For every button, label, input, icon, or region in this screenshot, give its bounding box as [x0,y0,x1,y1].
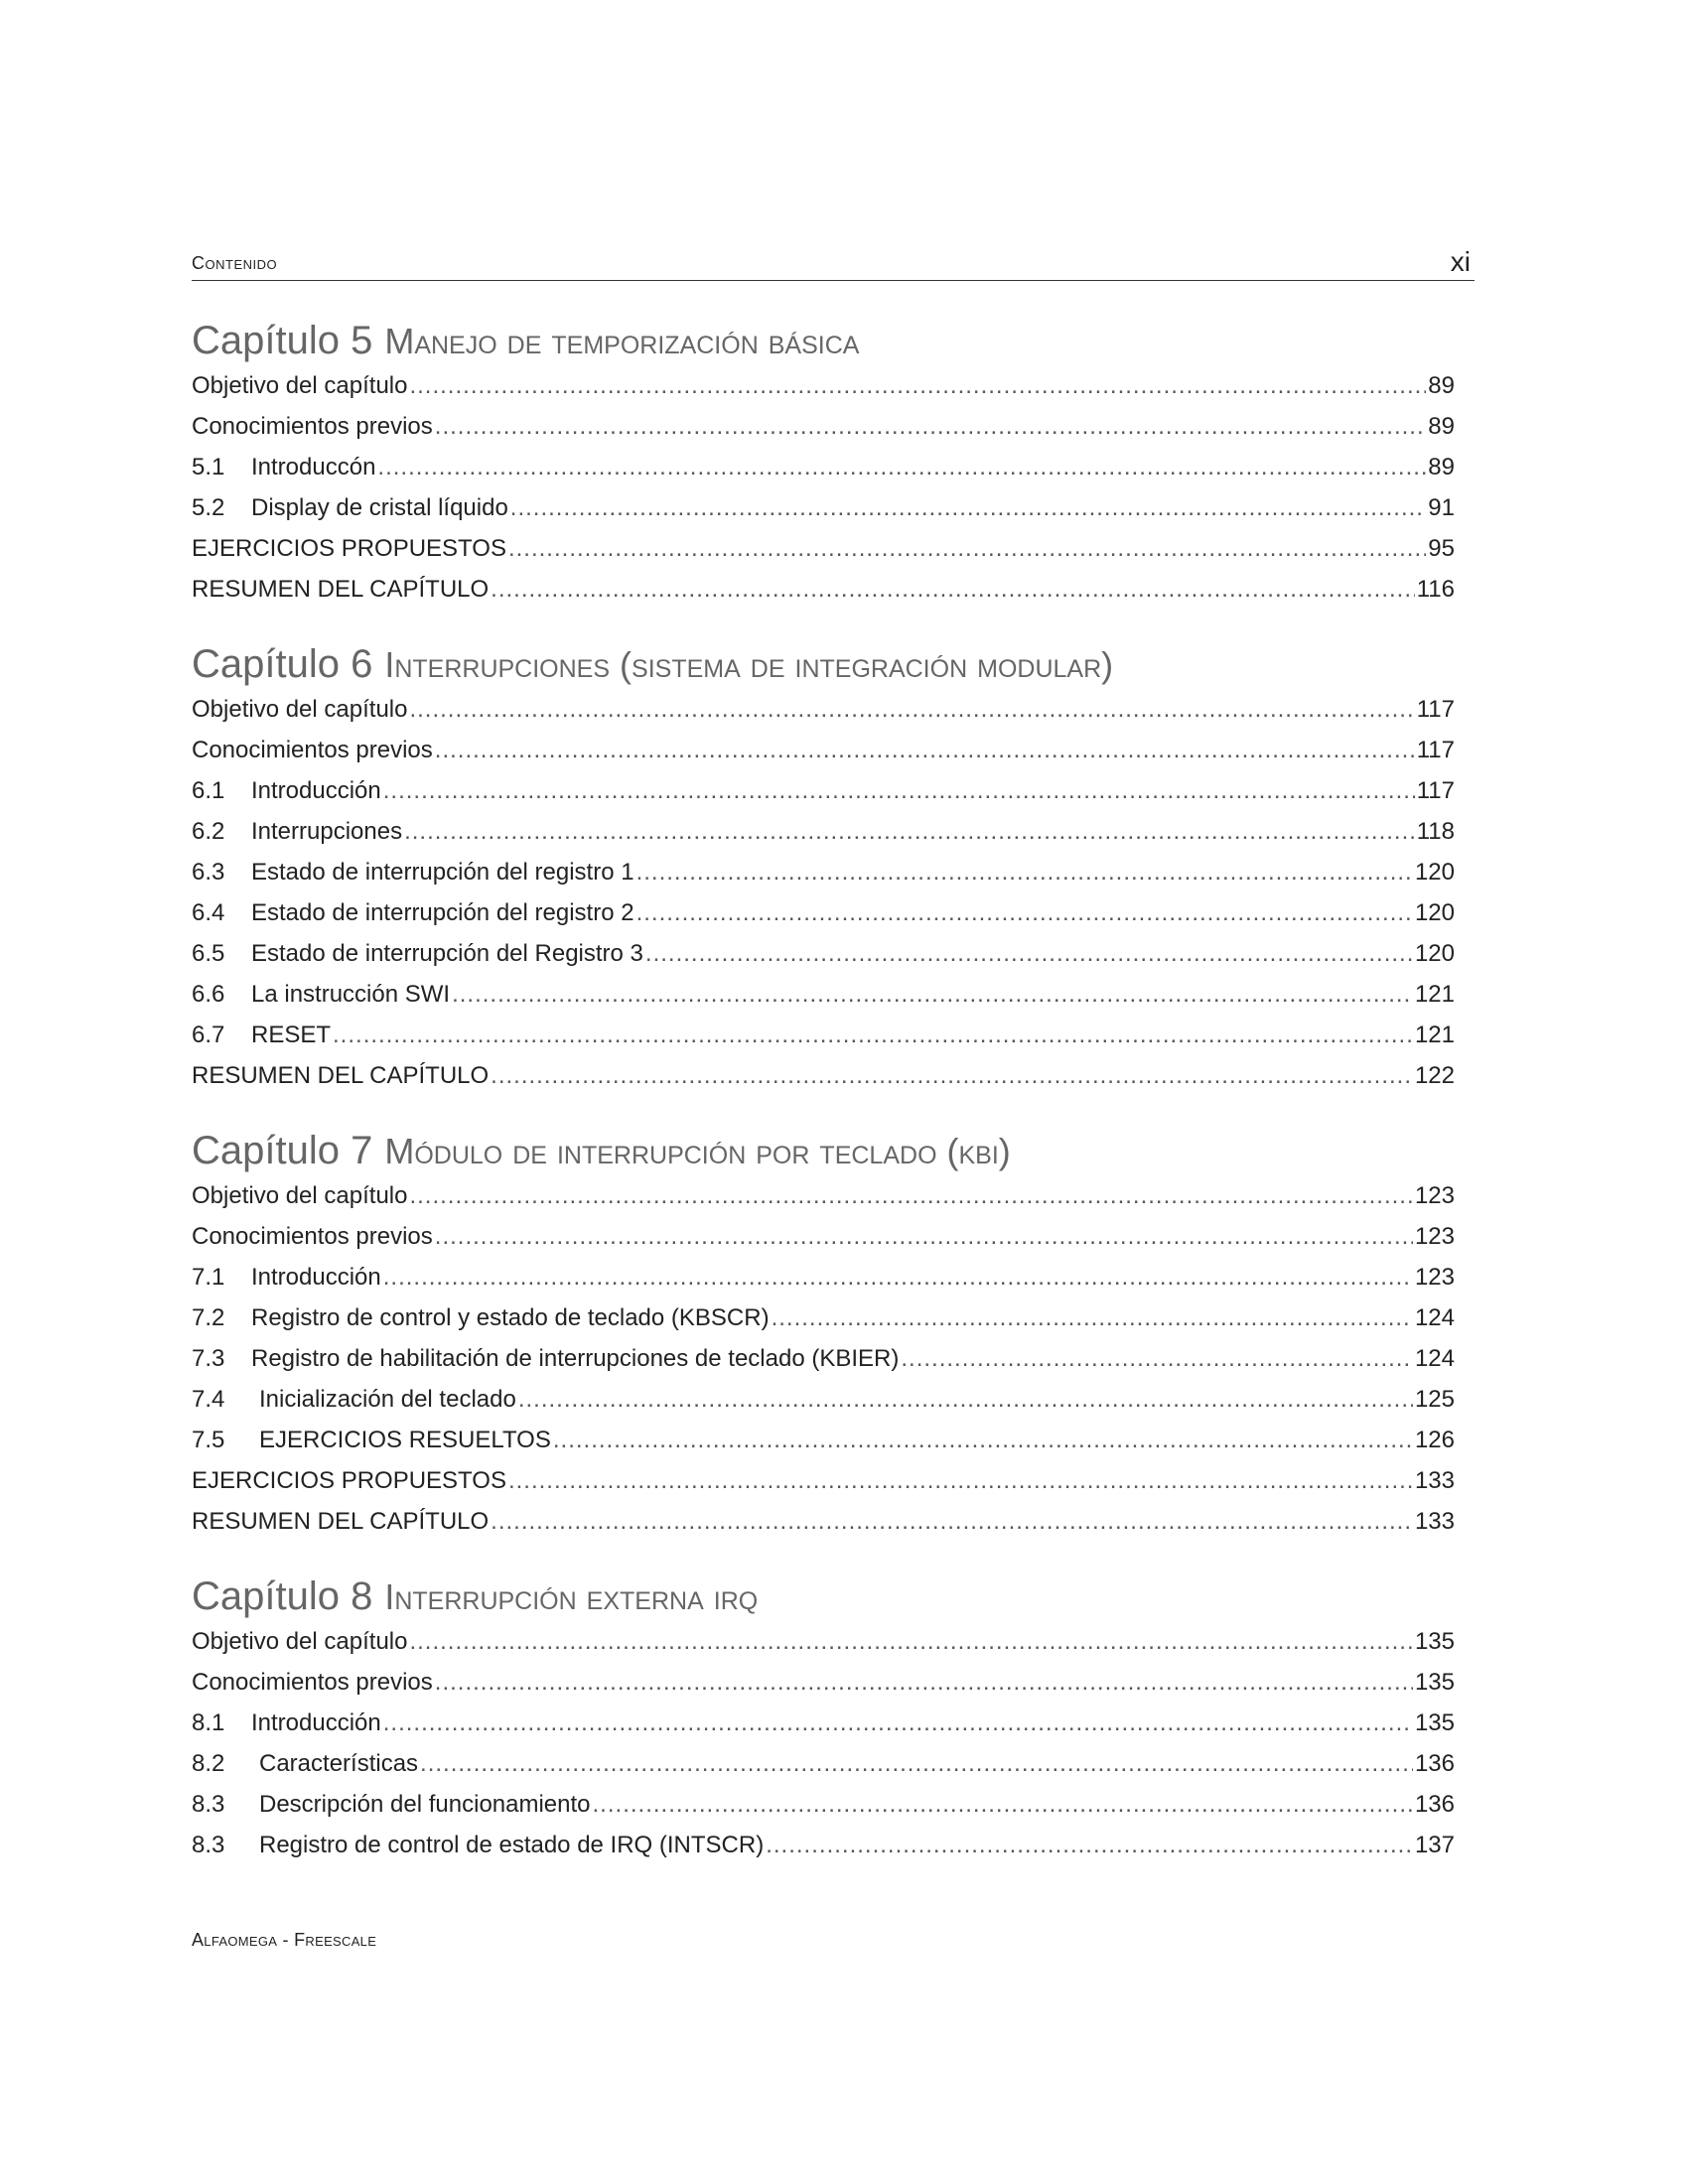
running-head [192,246,1475,281]
dot-leader [409,1175,1412,1216]
entry-page: 120 [1414,940,1455,967]
entry-number: 6.5 [192,940,225,967]
entry-label: Características [259,1750,419,1777]
dot-leader [409,365,1426,406]
toc-entry[interactable] [192,1055,1455,1096]
entry-page: 135 [1414,1669,1455,1696]
entry-page: 95 [1428,535,1455,562]
entry-number: 8.2 [192,1750,225,1777]
entry-page: 117 [1416,696,1455,723]
dot-leader [508,528,1426,569]
entry-label: Introducción [251,1264,381,1291]
entry-number: 5.1 [192,454,225,480]
dot-leader [383,1703,1413,1743]
entry-number: 5.2 [192,494,225,521]
entry-page: 133 [1414,1467,1455,1494]
chapter-section [192,1126,1455,1542]
entry-label: EJERCICIOS RESUELTOS [259,1427,551,1453]
dot-leader [772,1297,1413,1338]
chapter-section [192,1571,1455,1865]
entry-page: 89 [1428,454,1455,480]
entry-page: 137 [1414,1832,1455,1858]
entry-number: 7.1 [192,1264,225,1291]
toc-entry[interactable] [192,1460,1455,1501]
chapter-section [192,316,1455,610]
toc-entry[interactable] [192,770,1455,811]
toc-entry[interactable] [192,730,1455,770]
toc-entry[interactable] [192,689,1455,730]
dot-leader [409,1621,1412,1662]
entry-label: Introducción [251,777,381,804]
dot-leader [435,406,1427,447]
chapter-title: Manejo de temporización básica [384,321,860,361]
chapter-title: Interrupciones (sistema de integración modular) [384,644,1114,685]
entry-page: 121 [1414,981,1455,1008]
chapter-label: Capítulo 8 [192,1574,373,1618]
entry-page: 123 [1414,1264,1455,1291]
entry-page: 89 [1428,372,1455,399]
toc-entry[interactable] [192,406,1455,447]
toc-entry[interactable] [192,811,1455,852]
dot-leader [553,1420,1413,1460]
entry-number: 6.3 [192,859,225,886]
entry-page: 123 [1414,1223,1455,1250]
toc-entry[interactable] [192,933,1455,974]
toc-entry[interactable] [192,1784,1455,1825]
toc-entry[interactable] [192,1379,1455,1420]
toc-entry[interactable] [192,1703,1455,1743]
entry-number: 7.2 [192,1304,225,1331]
toc-entry[interactable] [192,528,1455,569]
entry-label: Introduccón [251,454,376,480]
entry-page: 124 [1414,1345,1455,1372]
toc-entry[interactable] [192,1621,1455,1662]
entry-number: 6.1 [192,777,225,804]
entry-label: RESUMEN DEL CAPÍTULO [192,1508,490,1535]
entry-label: EJERCICIOS PROPUESTOS [192,1467,506,1494]
toc-entry[interactable] [192,1257,1455,1297]
entry-label: RESET [251,1022,332,1048]
chapter-label: Capítulo 6 [192,642,373,686]
toc-entry[interactable] [192,1501,1455,1542]
entry-number: 8.1 [192,1709,225,1736]
entry-label: Estado de interrupción del Registro 3 [251,940,643,967]
entry-number: 6.4 [192,899,225,926]
entry-number: 7.4 [192,1386,225,1413]
entry-page: 117 [1416,777,1455,804]
chapter-heading [192,316,1455,365]
toc-entry[interactable] [192,1743,1455,1784]
entry-label: Inicialización del teclado [259,1386,516,1413]
dot-leader [409,689,1414,730]
entry-label: Introducción [251,1709,381,1736]
page-number: xi [1450,246,1471,277]
toc-entry[interactable] [192,852,1455,892]
dot-leader [518,1379,1413,1420]
toc-entry[interactable] [192,1297,1455,1338]
entry-label: EJERCICIOS PROPUESTOS [192,535,506,562]
entry-number: 6.2 [192,818,225,845]
entry-page: 121 [1414,1022,1455,1048]
dot-leader [636,892,1413,933]
toc-entry[interactable] [192,974,1455,1015]
chapter-title: Interrupción externa irq [384,1576,759,1617]
entry-label: RESUMEN DEL CAPÍTULO [192,1062,490,1089]
entry-page: 120 [1414,899,1455,926]
dot-leader [333,1015,1413,1055]
dot-leader [508,1460,1413,1501]
dot-leader [435,1662,1413,1703]
entry-page: 124 [1414,1304,1455,1331]
entry-number: 6.6 [192,981,225,1008]
toc-entry[interactable] [192,1175,1455,1216]
toc-entry[interactable] [192,1825,1455,1865]
chapter-section [192,639,1455,1096]
entry-label: Objetivo del capítulo [192,1628,408,1655]
chapter-label: Capítulo 7 [192,1129,373,1172]
entry-label: La instrucción SWI [251,981,451,1008]
entry-page: 122 [1414,1062,1455,1089]
entry-label: Conocimientos previos [192,1669,433,1696]
dot-leader [404,811,1415,852]
entry-label: Interrupciones [251,818,403,845]
dot-leader [383,1257,1413,1297]
toc-entry[interactable] [192,1662,1455,1703]
entry-label: Display de cristal líquido [251,494,508,521]
entry-number: 7.3 [192,1345,225,1372]
entry-page: 116 [1416,576,1455,603]
chapter-heading [192,1126,1455,1175]
entry-label: Descripción del funcionamiento [259,1791,591,1818]
toc-entry[interactable] [192,365,1455,406]
dot-leader [901,1338,1413,1379]
entry-label: Registro de control y estado de teclado (KBSCR) [251,1304,770,1331]
dot-leader [435,1216,1413,1257]
entry-label: Registro de habilitación de interrupciones de teclado (KBIER) [251,1345,900,1372]
entry-label: Conocimientos previos [192,413,433,440]
chapter-heading [192,1571,1455,1621]
toc-entry[interactable] [192,487,1455,528]
entry-page: 125 [1414,1386,1455,1413]
entry-page: 117 [1416,737,1455,763]
dot-leader [593,1784,1413,1825]
entry-page: 91 [1428,494,1455,521]
entry-page: 126 [1414,1427,1455,1453]
entry-page: 136 [1414,1791,1455,1818]
dot-leader [435,730,1415,770]
toc-entry[interactable] [192,1216,1455,1257]
entry-label: Objetivo del capítulo [192,372,408,399]
dot-leader [491,1501,1413,1542]
dot-leader [452,974,1413,1015]
dot-leader [766,1825,1413,1865]
entry-label: Estado de interrupción del registro 2 [251,899,634,926]
entry-number: 8.3 [192,1791,225,1818]
entry-number: 6.7 [192,1022,225,1048]
dot-leader [645,933,1413,974]
chapter-label: Capítulo 5 [192,319,373,362]
entry-page: 120 [1414,859,1455,886]
dot-leader [510,487,1427,528]
footer: Alfaomega - Freescale [192,1930,377,1950]
entry-number: 8.3 [192,1832,225,1858]
dot-leader [383,770,1415,811]
dot-leader [377,447,1426,487]
toc-entry[interactable] [192,1420,1455,1460]
entry-label: RESUMEN DEL CAPÍTULO [192,576,490,603]
entry-label: Conocimientos previos [192,737,433,763]
entry-page: 135 [1414,1628,1455,1655]
toc-entry[interactable] [192,892,1455,933]
dot-leader [491,569,1415,610]
entry-label: Registro de control de estado de IRQ (INTSCR) [259,1832,765,1858]
entry-page: 118 [1416,818,1455,845]
entry-page: 123 [1414,1182,1455,1209]
dot-leader [636,852,1413,892]
table-of-contents [192,316,1455,1895]
toc-entry[interactable] [192,447,1455,487]
toc-entry[interactable] [192,1338,1455,1379]
chapter-title: Módulo de interrupción por teclado (kbi) [384,1131,1011,1171]
entry-page: 135 [1414,1709,1455,1736]
section-header: Contenido [192,253,278,273]
entry-label: Conocimientos previos [192,1223,433,1250]
entry-page: 133 [1414,1508,1455,1535]
chapter-heading [192,639,1455,689]
entry-label: Objetivo del capítulo [192,1182,408,1209]
entry-label: Estado de interrupción del registro 1 [251,859,634,886]
entry-number: 7.5 [192,1427,225,1453]
entry-page: 89 [1428,413,1455,440]
dot-leader [420,1743,1413,1784]
toc-entry[interactable] [192,1015,1455,1055]
dot-leader [491,1055,1413,1096]
entry-page: 136 [1414,1750,1455,1777]
entry-label: Objetivo del capítulo [192,696,408,723]
toc-entry[interactable] [192,569,1455,610]
